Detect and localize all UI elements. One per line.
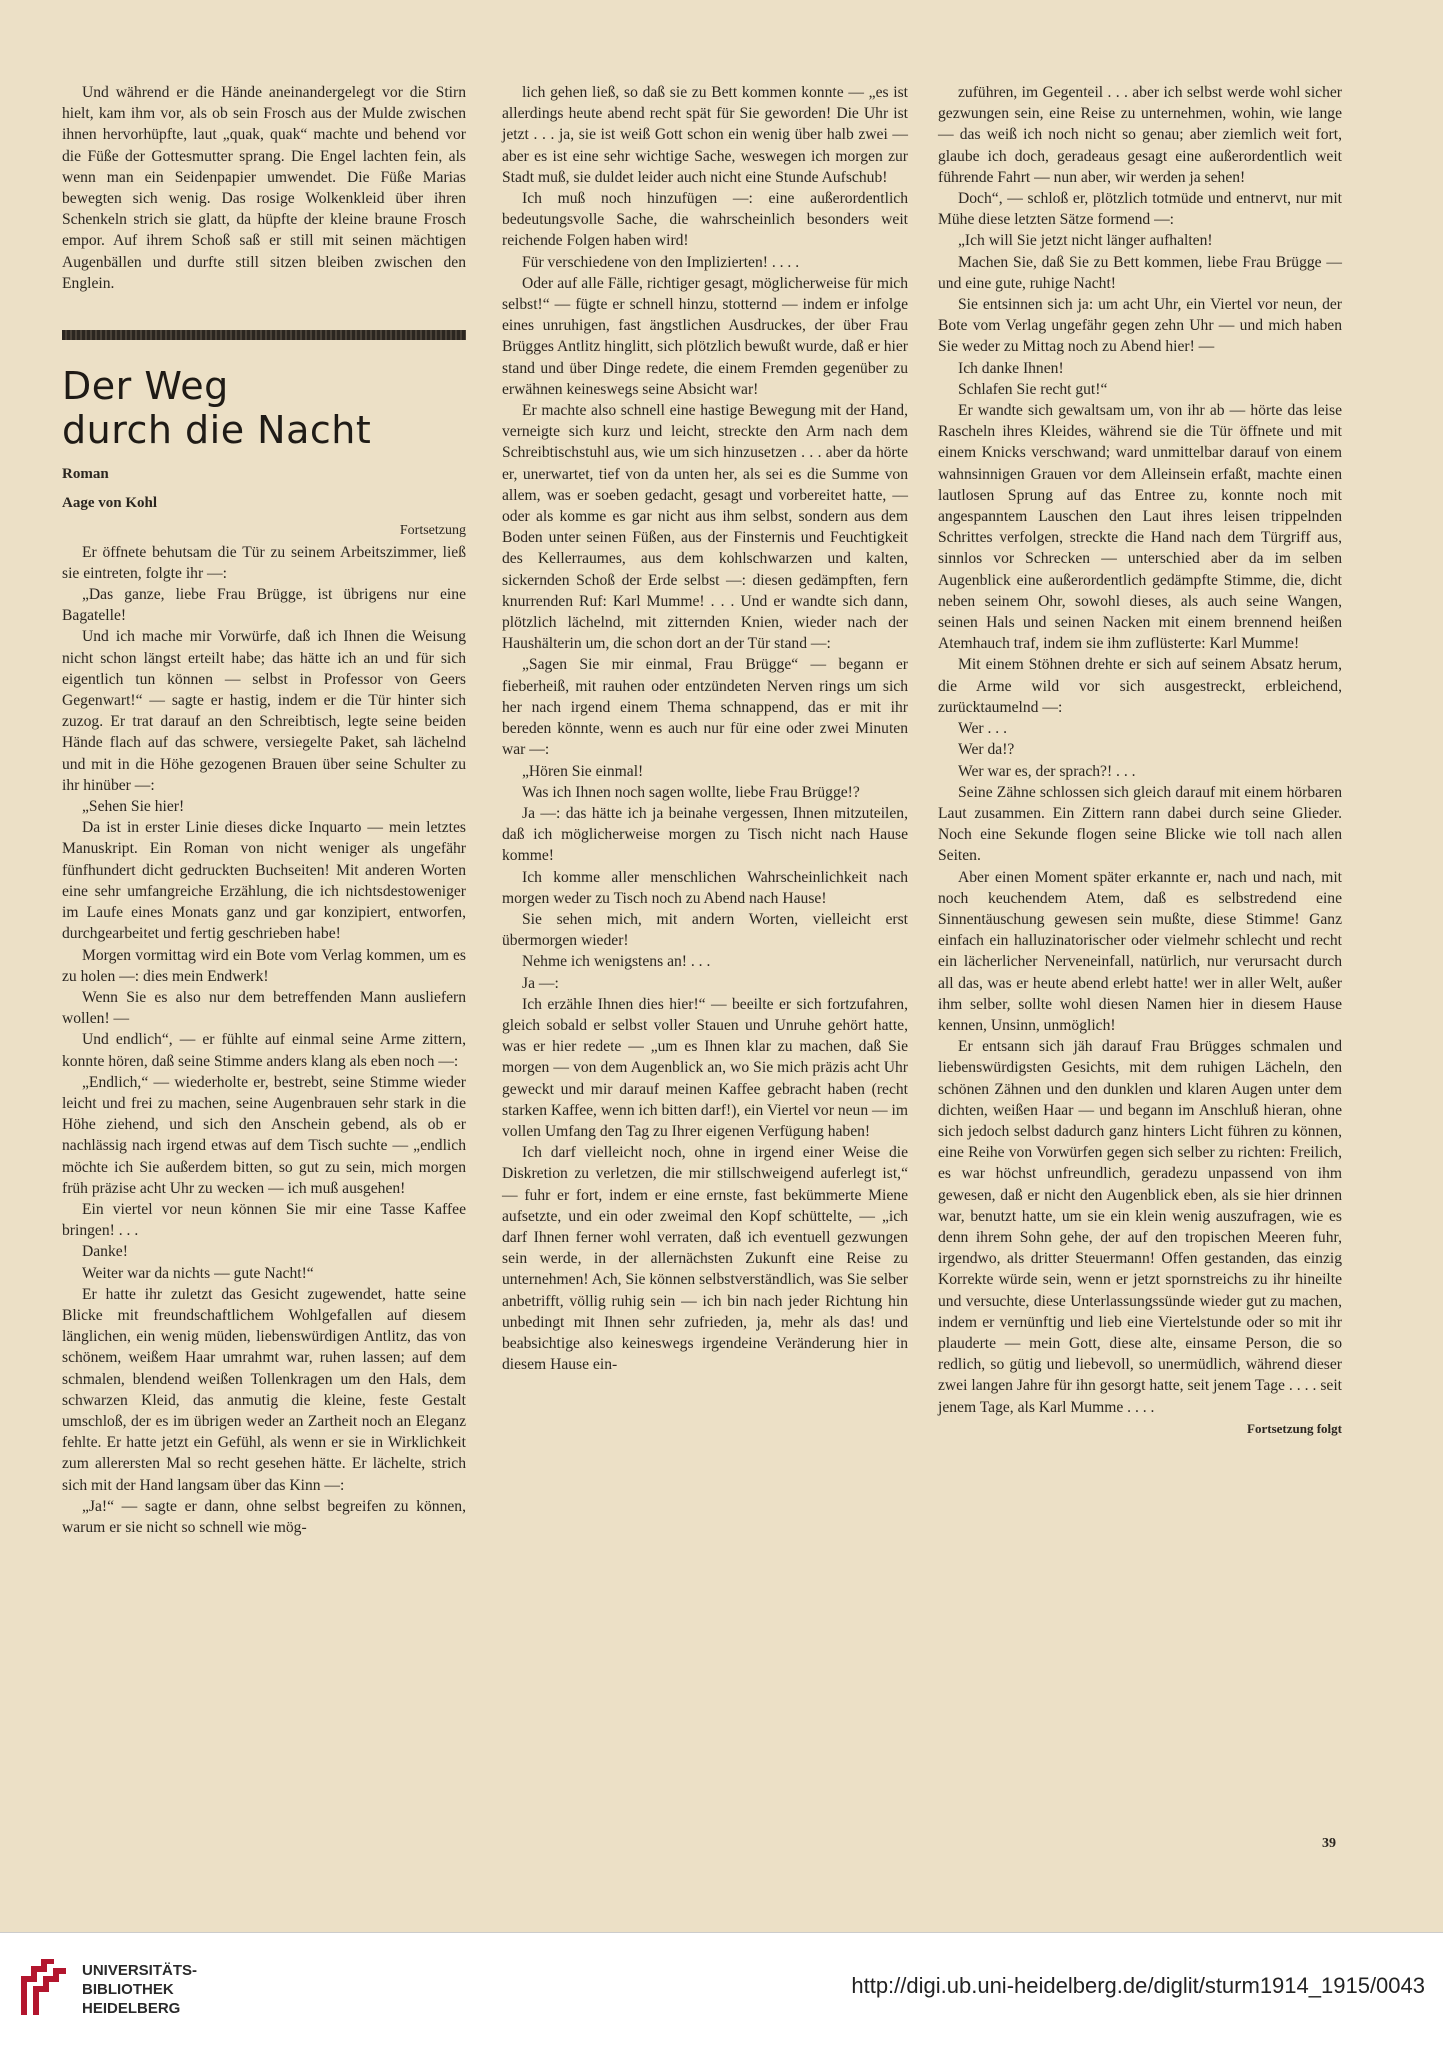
section-divider: [62, 330, 466, 340]
paragraph: Doch“, — schloß er, plötzlich totmüde und entnervt, nur mit Mühe diese letzten Sätze formend —:: [938, 190, 1342, 229]
paragraph: zuführen, im Gegenteil . . . aber ich selbst werde wohl sicher gezwungen sein, eine Reise zu unternehmen, wohin, wie lange — das weiß ich noch nicht so genau; aber ziemlich weit fort, glaube ich doch, geradeaus gesagt eine außerordentlich weit führende Fahrt — nun aber, wir werden ja sehen!: [938, 84, 1342, 186]
paragraph: Aber einen Moment später erkannte er, nach und nach, mit noch keuchendem Atem, daß es selbstredend eine Sinnentäuschung gewesen sein mußte, diese Stimme! Ganz einfach ein halluzinatorischer oder vielmehr schlecht und recht ein lächerlicher Nerveneinfall, natürlich, nur verursacht durch all das, was er heute abend erlebt hatte! wer in aller Welt, außer ihm selber, sollte wohl diesen Namen hier in diesem Hause kennen, Unsinn, unmöglich!: [938, 868, 1342, 1034]
paragraph: Ja —: das hätte ich ja beinahe vergessen, Ihnen mitzuteilen, daß ich möglicherweise morgen zu Tisch nicht nach Hause komme!: [502, 804, 908, 865]
article-author: Aage von Kohl: [62, 495, 158, 512]
library-name-line-1: UNIVERSITÄTS-: [82, 1962, 198, 1979]
library-name-line-3: HEIDELBERG: [82, 2000, 181, 2017]
paragraph: Schlafen Sie recht gut!“: [958, 380, 1108, 398]
paragraph: „Ich will Sie jetzt nicht länger aufhalten!: [958, 232, 1213, 250]
paragraph: Und ich mache mir Vorwürfe, daß ich Ihnen die Weisung nicht schon längst erteilt habe; das hätte ich an und für sich eigentlich tun können — selbst in Professor von Geers Gegenwart!“ — sagte er hastig, indem er die Tür hinter sich zuzog. Er trat darauf an den Schreibtisch, legte seine beiden Hände flach auf das schwere, versiegelte Paket, sah lächelnd und mit in die Höhe gezogenen Brauen über seine Schulter zu ihr hinüber —:: [62, 628, 466, 794]
paragraph: Ich komme aller menschlichen Wahrscheinlichkeit nach morgen weder zu Tisch noch zu Abend nach Hause!: [502, 868, 908, 907]
article-title: [62, 364, 466, 452]
paragraph: Er öffnete behutsam die Tür zu seinem Arbeitszimmer, ließ sie eintreten, folgte ihr —:: [62, 543, 466, 582]
paragraph: Morgen vormittag wird ein Bote vom Verlag kommen, um es zu holen —: dies mein Endwerk!: [62, 946, 466, 985]
column-3-body: [938, 82, 1342, 1418]
paragraph: lich gehen ließ, so daß sie zu Bett kommen konnte — „es ist allerdings heute abend recht spät für Sie geworden! Die Uhr ist jetzt . . . ja, sie ist weiß Gott schon ein wenig über halb zwei — aber es ist eine sehr wichtige Sache, weswegen ich morgen zur Stadt muß, sie duldet leider auch nicht eine Stunde Aufschub!: [502, 84, 908, 186]
paragraph: „Sehen Sie hier!: [82, 798, 185, 816]
column-3: [938, 82, 1342, 1439]
paragraph: „Sagen Sie mir einmal, Frau Brügge“ — begann er fieberheiß, mit rauhen oder entzündeten Nerven rings um sich her nach irgend einem Thema schnappend, das er mit ihr bereden könnte, wenn es auch nur für eine oder zwei Minuten war —:: [502, 656, 908, 759]
paragraph: Weiter war da nichts — gute Nacht!“: [82, 1264, 314, 1282]
paragraph: Sie entsinnen sich ja: um acht Uhr, ein Viertel vor neun, der Bote vom Verlag ungefähr gegen zehn Uhr — und mich haben Sie weder zu Mittag noch zu Abend hier! —: [938, 296, 1342, 356]
paragraph: Ein viertel vor neun können Sie mir eine Tasse Kaffee bringen! . . .: [62, 1200, 466, 1240]
paragraph: Da ist in erster Linie dieses dicke Inquarto — mein letztes Manuskript. Ein Roman von nicht weniger als ungefähr fünfhundert dicht gedruckten Buchseiten! Mit anderen Worten eine sehr umfangreiche Erzählung, die ich nichtsdestoweniger im Laufe eines Monats ganz und gar konzipiert, entworfen, durchgearbeitet und fertig geschrieben habe!: [62, 819, 466, 943]
article-genre: Roman: [62, 466, 109, 483]
column-2: [502, 82, 908, 1375]
paragraph: Nehme ich wenigstens an! . . .: [522, 953, 711, 971]
paragraph: Er hatte ihr zuletzt das Gesicht zugewendet, hatte seine Blicke mit freundschaftlichem Wohlgefallen auf diesem länglichen, ein wenig müden, liebenswürdigen Antlitz, das von schönem, weißem Haar umrahmt war, ruhen lassen; auf dem schmalen, blendend weißen Tollenkragen um den Hals, dem schwarzen Kleid, das anmutig die kleine, feste Gestalt umschloß, der es im übrigen weder an Zartheit noch an Eleganz fehlte. Er hatte jetzt ein Gefühl, als wenn er sie in Wirklichkeit zum allerersten Mal so recht gesehen hätte. Er lächelte, strich sich mit der Hand langsam über das Kinn —:: [62, 1285, 466, 1494]
to-be-continued-note: Fortsetzung folgt: [1247, 1420, 1342, 1436]
column-1: [62, 82, 466, 1538]
paragraph: Wer . . .: [958, 720, 1007, 738]
library-footer: [0, 1932, 1443, 2045]
paragraph: Ich muß noch hinzufügen —: eine außerordentlich bedeutungsvolle Sache, die wahrscheinlich besonders weit reichende Folgen haben wird!: [502, 190, 908, 250]
paragraph: Wer war es, der sprach?! . . .: [958, 762, 1136, 780]
paragraph: Und während er die Hände aneinandergelegt vor die Stirn hielt, kam ihm vor, als ob sein Frosch aus der Mulde zwischen ihnen hervorhüpfte, laut „quak, quak“ machte und behend vor die Füße der Gottesmutter sprang. Die Engel lachten fein, als wenn man ein Seidenpapier umwendet. Die Füße Marias bewegten sich wenig. Das rosige Wolkenkleid über ihren Schenkeln strich sie glatt, da hüpfte der kleine braune Frosch empor. Auf ihrem Schoß saß er still mit seinen mächtigen Augenbällen und durfte still sitzen bleiben zwischen den Englein.: [62, 84, 466, 292]
library-name-line-2: BIBLIOTHEK: [82, 1981, 174, 1998]
paragraph: Ja —:: [522, 974, 559, 992]
paragraph: Machen Sie, daß Sie zu Bett kommen, liebe Frau Brügge — und eine gute, ruhige Nacht!: [938, 253, 1342, 292]
page-number: 39: [1322, 1836, 1336, 1851]
paragraph: Wer da!?: [958, 741, 1015, 759]
title-line-1: Der Weg: [62, 364, 229, 409]
paragraph: Und endlich“, — er fühlte auf einmal seine Arme zittern, konnte hören, daß seine Stimme anders klang als eben noch —:: [62, 1031, 466, 1070]
university-library-logo-icon: [20, 1959, 72, 2017]
paragraph: „Ja!“ — sagte er dann, ohne selbst begreifen zu können, warum er sie nicht so schnell wie mög-: [62, 1497, 466, 1536]
paragraph: „Hören Sie einmal!: [522, 762, 644, 780]
paragraph: „Endlich,“ — wiederholte er, bestrebt, seine Stimme wieder leicht und frei zu machen, seine Augenbrauen sehr stark in die Höhe ziehend, und sich den Anschein gebend, als ob er nachlässig nach irgend etwas auf dem Tisch suchte — „endlich möchte ich Sie außerdem bitten, so gut zu sein, mich morgen früh präzise acht Uhr zu wecken — ich muß ausgehen!: [62, 1073, 466, 1197]
paragraph: Sie sehen mich, mit andern Worten, vielleicht erst übermorgen wieder!: [502, 910, 908, 950]
paragraph: Oder auf alle Fälle, richtiger gesagt, möglicherweise für mich selbst!“ — fügte er schnell hinzu, stotternd — indem er infolge eines unruhigen, fast ängstlichen Ausdruckes, der über Frau Brügges Antlitz hinglitt, sich plötzlich bewußt wurde, daß er hier stand und über Dinge redete, die einem Fremden gegenüber zu erwähnen keineswegs seine Absicht war!: [502, 274, 908, 398]
paragraph: Was ich Ihnen noch sagen wollte, liebe Frau Brügge!?: [522, 783, 860, 801]
source-url-link[interactable]: http://digi.ub.uni-heidelberg.de/diglit/sturm1914_1915/0043: [851, 1973, 1425, 1998]
paragraph: Für verschiedene von den Implizierten! . . . .: [522, 253, 800, 271]
paragraph: Ich erzähle Ihnen dies hier!“ — beeilte er sich fortzufahren, gleich sobald er selbst voller Stauen und Unruhe gehört hatte, was er hier redete — „um es Ihnen klar zu machen, daß Sie morgen — von dem Augenblick an, wo Sie mich präzis acht Uhr geweckt und mir darauf meinen Kaffee gebracht haben (recht starken Kaffee, wenn ich bitten darf!), ein Viertel vor neun — im vollen Umfang den Tag zu Ihrer eigenen Verfügung haben!: [502, 995, 908, 1140]
column-1-body: [62, 542, 466, 1539]
paragraph: „Das ganze, liebe Frau Brügge, ist übrigens nur eine Bagatelle!: [62, 586, 466, 625]
library-name: [82, 1961, 197, 2018]
paragraph: Seine Zähne schlossen sich gleich darauf mit einem hörbaren Laut zusammen. Ein Zittern rann dabei durch seine Glieder. Noch eine Sekunde flogen seine Blicke wie toll nach allen Seiten.: [938, 783, 1342, 865]
paragraph: Er entsann sich jäh darauf Frau Brügges schmalen und liebenswürdigsten Gesichts, mit dem ruhigen Lächeln, den schönen Zähnen und den dunklen und klaren Augen unter dem dichten, weißen Haar — und begann im Anschluß hieran, ohne sich jedoch selbst dadurch ganz hinters Licht führen zu können, eine Reihe von Vorwürfen gegen sich selber zu richten: Freilich, es war höchst unfreundlich, geradezu unpassend von ihm gewesen, daß er nicht den Augenblick eben, als sie hier drinnen war, benutzt hatte, um sie ein klein wenig auszufragen, wie es denn ihrem Sohn gehe, der auf den tropischen Meeren fuhr, irgendwo, als dritter Steuermann! Offen gestanden, das einzig Korrekte würde sein, wenn er jetzt spornstreichs zu ihr hineilte und versuchte, diese Unterlassungssünde wieder gut zu machen, indem er vernünftig und lieb eine Viertelstunde oder so mit ihr plauderte — mein Gott, diese alte, einsame Person, die so redlich, so gütig und liebevoll, so unermüdlich, während dieser zwei langen Jahre für ihn gesorgt hatte, seit jenem Tage . . . . seit jenem Tage, als Karl Mumme . . . .: [938, 1038, 1342, 1416]
paragraph: Mit einem Stöhnen drehte er sich auf seinem Absatz herum, die Arme wild vor sich ausgestreckt, erbleichend, zurücktaumelnd —:: [938, 656, 1342, 716]
paragraph: Wenn Sie es also nur dem betreffenden Mann ausliefern wollen! —: [62, 988, 466, 1028]
paragraph: Danke!: [82, 1243, 128, 1261]
paragraph: Er machte also schnell eine hastige Bewegung mit der Hand, verneigte sich kurz und leicht, streckte den Arm nach dem Schreibtischstuhl aus, wie um sich hinzusetzen . . . aber da hörte er, unerwartet, tief von da unten her, als sei es die Summe von allem, was er soeben gedacht, gesagt und vorbereitet hatte, — oder als komme es gar nicht aus ihm selbst, sondern aus dem Boden unter seinen Füßen, aus der Finsternis und Feuchtigkeit des Kellerraumes, aus dem kohlschwarzen und kalten, sickernden Schoß der Erde selbst —: diesen gedämpften, fern knurrenden Ruf: Karl Mumme! . . . Und er wandte sich dann, plötzlich lächelnd, mit zitternden Knien, wieder nach der Haushälterin um, die schon dort an der Tür stand —:: [502, 402, 908, 653]
title-line-2: durch die Nacht: [62, 408, 372, 453]
paragraph: Er wandte sich gewaltsam um, von ihr ab — hörte das leise Rascheln ihres Kleides, während sie die Tür öffnete und mit einem Knicks verschwand; ward unmittelbar darauf von einem wahnsinnigen Grauen vor dem Alleinsein erfaßt, machte einen lautlosen Sprung auf das Entree zu, konnte noch mit angespanntem Lauschen den Laut ihres leisen trippelnden Schrittes verfolgen, streckte die Hand nach dem Türgriff aus, sinnlos vor Schrecken — unterschied aber da im selben Augenblick eine außerordentlich gedämpfte Stimme, die, dicht neben seinem Ohr, sowohl dieses, als auch seine Wangen, seinen Hals und seinen Nacken mit einem brennend heißen Atemhauch traf, indem sie ihm zuflüsterte: Karl Mumme!: [938, 402, 1342, 653]
paragraph: Ich danke Ihnen!: [958, 359, 1064, 377]
continuation-note: Fortsetzung: [399, 523, 466, 539]
paragraph: Ich darf vielleicht noch, ohne in irgend einer Weise die Diskretion zu verletzen, die mir stillschweigend auferlegt ist,“ — fuhr er fort, indem er eine ernste, fast bekümmerte Miene aufsetzte, und ein oder zweimal den Kopf schüttelte, — „ich darf Ihnen ferner wohl verraten, daß ich eventuell gezwungen sein werde, in der allernächsten Zukunft eine Reise zu unternehmen! Ach, Sie können selbstverständlich, was Sie selber anbetrifft, völlig ruhig sein — ich bin nach jeder Richtung hin unbedingt mit Ihnen sehr zufrieden, ja, mehr als das! und beabsichtige also keineswegs irgendeine Veränderung hier in diesem Hause ein-: [502, 1144, 908, 1374]
